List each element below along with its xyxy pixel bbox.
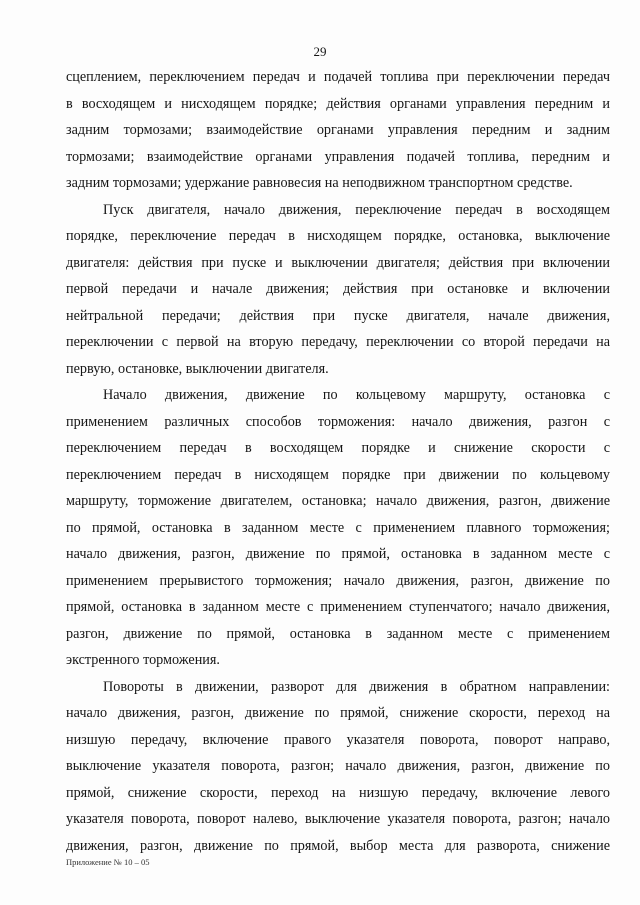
text-line: нейтральной передачи; действия при пуске двигателя, начале движения, [66,307,610,324]
text-line: первую, остановке, выключении двигателя. [66,360,329,377]
text-line: начало движения, разгон, движение по прямой, остановка в заданном месте с [66,546,610,562]
text-line: задним тормозами; взаимодействие органами управления передним и задним [66,122,610,138]
text-line: двигателя: действия при пуске и выключении двигателя; действия при включении [66,254,610,271]
text-line: по прямой, остановка в заданном месте с применением плавного торможения; [66,519,610,536]
text-line: разгон, движение по прямой, остановка в заданном месте с применением [66,625,610,642]
text-line: Начало движения, движение по кольцевому маршруту, остановка с [103,387,610,403]
text-line: переключением передач в нисходящем порядке при движении по кольцевому [66,466,610,483]
text-line: в восходящем и нисходящем порядке; действия органами управления передним и [66,95,610,112]
text-line: экстренного торможения. [66,652,220,668]
text-line: движения, разгон, движение по прямой, выбор места для разворота, снижение [66,837,610,854]
text-line: указателя поворота, поворот налево, выключение указателя поворота, разгон; начало [66,811,610,827]
text-line: применением различных способов торможения: начало движения, разгон с [66,413,610,430]
text-line: низшую передачу, включение правого указателя поворота, поворот направо, [66,731,610,748]
text-line: Пуск двигателя, начало движения, переключение передач в восходящем [103,201,610,218]
text-line: задним тормозами; удержание равновесия на неподвижном транспортном средстве. [66,175,573,191]
text-line: первой передачи и начале движения; действия при остановке и включении [66,281,610,297]
text-line: Повороты в движении, разворот для движения в обратном направлении: [103,678,610,695]
page-number: 29 [313,44,327,59]
text-line: тормозами; взаимодействие органами управления подачей топлива, передним и [66,148,610,165]
text-line: прямой, снижение скорости, переход на низшую передачу, включение левого [66,784,610,801]
footer-note: Приложение № 10 – 05 [66,857,150,867]
text-line: выключение указателя поворота, разгон; начало движения, разгон, движение по [66,758,610,774]
text-line: сцеплением, переключением передач и подачей топлива при переключении передач [66,69,610,85]
text-line: порядке, переключение передач в нисходящем порядке, остановка, выключение [66,228,610,244]
text-line: переключением передач в восходящем порядке и снижение скорости с [66,440,610,456]
text-line: маршруту, торможение двигателем, остановка; начало движения, разгон, движение [66,493,610,509]
text-line: применением прерывистого торможения; начало движения, разгон, движение по [66,572,610,589]
text-line: прямой, остановка в заданном месте с применением ступенчатого; начало движения, [66,599,610,615]
document-body [66,64,610,859]
text-line: переключении с первой на вторую передачу, переключении со второй передачи на [66,334,610,350]
text-line: начало движения, разгон, движение по прямой, снижение скорости, переход на [66,705,610,721]
